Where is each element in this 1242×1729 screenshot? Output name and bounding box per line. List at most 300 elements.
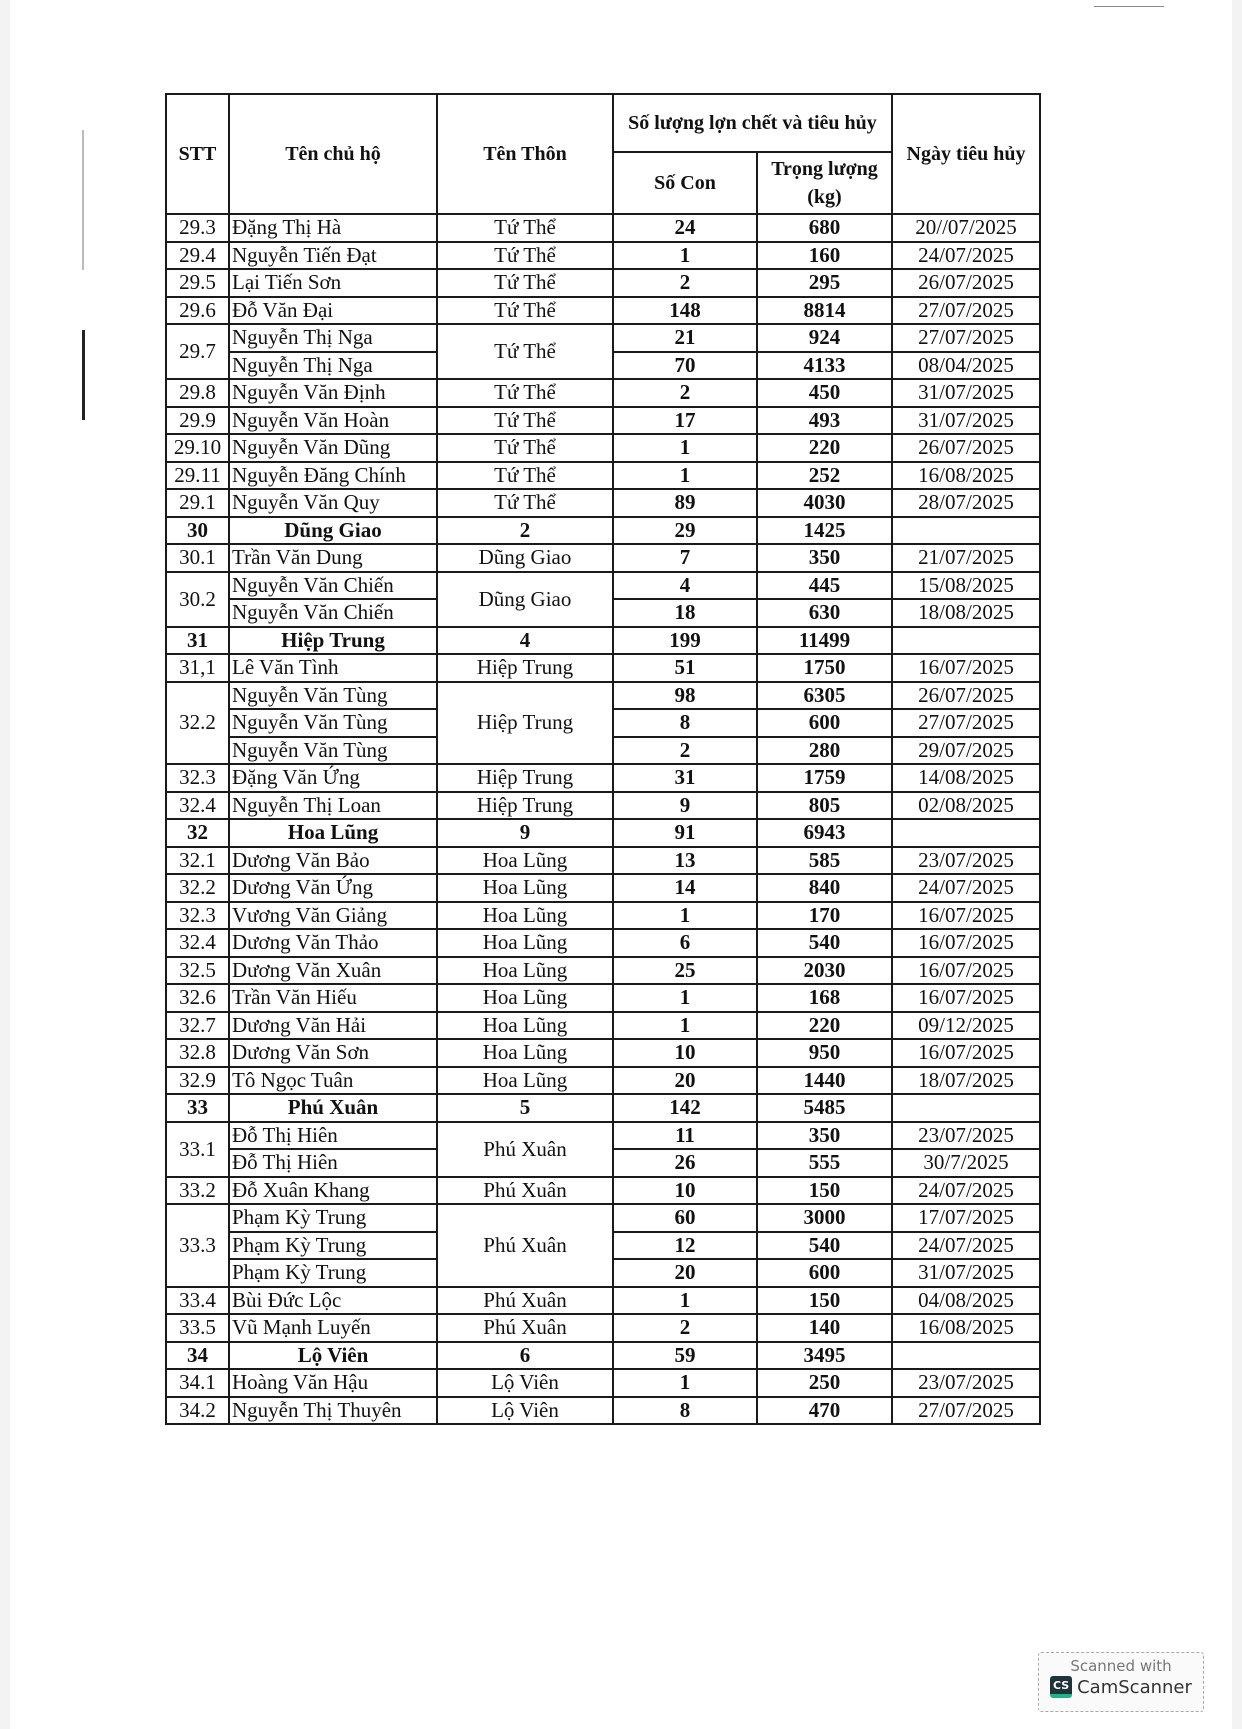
weight-cell: 450 xyxy=(757,379,892,407)
header-weight: Trọng lượng (kg) xyxy=(757,152,892,214)
date-cell: 23/07/2025 xyxy=(892,1122,1040,1150)
owner-name-cell: Nguyễn Văn Định xyxy=(229,379,437,407)
table-row xyxy=(166,1122,1040,1150)
table-row xyxy=(166,847,1040,875)
owner-name-cell: Nguyễn Văn Chiến xyxy=(229,599,437,627)
village-cell: Phú Xuân xyxy=(437,1287,613,1315)
date-cell: 26/07/2025 xyxy=(892,269,1040,297)
table-row xyxy=(166,242,1040,270)
stt-cell: 34.1 xyxy=(166,1369,229,1397)
village-cell: Phú Xuân xyxy=(437,1122,613,1177)
weight-cell: 1425 xyxy=(757,517,892,545)
date-cell: 24/07/2025 xyxy=(892,242,1040,270)
table-row xyxy=(166,1369,1040,1397)
date-cell: 08/04/2025 xyxy=(892,352,1040,380)
count-cell: 91 xyxy=(613,819,757,847)
stt-cell: 29.7 xyxy=(166,324,229,379)
weight-cell: 1440 xyxy=(757,1067,892,1095)
count-cell: 2 xyxy=(613,269,757,297)
weight-cell: 8814 xyxy=(757,297,892,325)
weight-cell: 600 xyxy=(757,709,892,737)
village-cell: Phú Xuân xyxy=(437,1314,613,1342)
owner-name-cell: Nguyễn Văn Tùng xyxy=(229,709,437,737)
table-body xyxy=(166,214,1040,1424)
owner-name-cell: Dương Văn Bảo xyxy=(229,847,437,875)
date-cell xyxy=(892,1094,1040,1122)
count-cell: 70 xyxy=(613,352,757,380)
count-cell: 29 xyxy=(613,517,757,545)
stt-cell: 33.5 xyxy=(166,1314,229,1342)
count-cell: 1 xyxy=(613,902,757,930)
village-cell: Dũng Giao xyxy=(437,572,613,627)
count-cell: 1 xyxy=(613,1287,757,1315)
table-row xyxy=(166,324,1040,352)
village-cell: Hoa Lũng xyxy=(437,984,613,1012)
weight-cell: 280 xyxy=(757,737,892,765)
header-stt: STT xyxy=(166,94,229,214)
stt-cell: 33.2 xyxy=(166,1177,229,1205)
stt-cell: 32.2 xyxy=(166,682,229,765)
date-cell xyxy=(892,1342,1040,1370)
date-cell xyxy=(892,627,1040,655)
stt-cell: 32.9 xyxy=(166,1067,229,1095)
owner-name-cell: Nguyễn Thị Loan xyxy=(229,792,437,820)
header-village: Tên Thôn xyxy=(437,94,613,214)
table-row xyxy=(166,1314,1040,1342)
owner-name-cell: Nguyễn Tiến Đạt xyxy=(229,242,437,270)
table-row xyxy=(166,984,1040,1012)
weight-cell: 1759 xyxy=(757,764,892,792)
count-cell: 31 xyxy=(613,764,757,792)
table-row xyxy=(166,682,1040,710)
table-row xyxy=(166,957,1040,985)
table-row xyxy=(166,1039,1040,1067)
weight-cell: 4133 xyxy=(757,352,892,380)
village-cell: Hoa Lũng xyxy=(437,957,613,985)
count-cell: 1 xyxy=(613,984,757,1012)
village-name-cell: Dũng Giao xyxy=(229,517,437,545)
village-summary-row xyxy=(166,1094,1040,1122)
badge-caption: Scanned with xyxy=(1070,1657,1172,1675)
stt-cell: 33.4 xyxy=(166,1287,229,1315)
village-cell: Hiệp Trung xyxy=(437,654,613,682)
scan-artifact xyxy=(82,130,84,270)
date-cell: 02/08/2025 xyxy=(892,792,1040,820)
scan-artifact xyxy=(82,330,85,420)
date-cell: 14/08/2025 xyxy=(892,764,1040,792)
weight-cell: 140 xyxy=(757,1314,892,1342)
owner-name-cell: Phạm Kỳ Trung xyxy=(229,1259,437,1287)
badge-brand: CamScanner xyxy=(1077,1676,1192,1698)
stt-cell: 32 xyxy=(166,819,229,847)
table-row xyxy=(166,1067,1040,1095)
weight-cell: 3000 xyxy=(757,1204,892,1232)
weight-cell: 600 xyxy=(757,1259,892,1287)
count-cell: 13 xyxy=(613,847,757,875)
weight-cell: 470 xyxy=(757,1397,892,1425)
weight-cell: 5485 xyxy=(757,1094,892,1122)
table-row xyxy=(166,544,1040,572)
weight-cell: 2030 xyxy=(757,957,892,985)
table-row xyxy=(166,379,1040,407)
village-summary-row xyxy=(166,517,1040,545)
village-cell: Hoa Lũng xyxy=(437,847,613,875)
header-count: Số Con xyxy=(613,152,757,214)
weight-cell: 295 xyxy=(757,269,892,297)
date-cell: 23/07/2025 xyxy=(892,847,1040,875)
owner-name-cell: Phạm Kỳ Trung xyxy=(229,1232,437,1260)
weight-cell: 1750 xyxy=(757,654,892,682)
date-cell xyxy=(892,819,1040,847)
village-cell: Hiệp Trung xyxy=(437,792,613,820)
weight-cell: 540 xyxy=(757,1232,892,1260)
count-cell: 1 xyxy=(613,242,757,270)
count-cell: 89 xyxy=(613,489,757,517)
owner-name-cell: Tô Ngọc Tuân xyxy=(229,1067,437,1095)
village-cell: Tứ Thể xyxy=(437,379,613,407)
household-count-cell: 9 xyxy=(437,819,613,847)
count-cell: 1 xyxy=(613,434,757,462)
date-cell: 18/08/2025 xyxy=(892,599,1040,627)
weight-cell: 445 xyxy=(757,572,892,600)
date-cell: 16/07/2025 xyxy=(892,902,1040,930)
date-cell: 24/07/2025 xyxy=(892,1177,1040,1205)
count-cell: 1 xyxy=(613,1369,757,1397)
table-row xyxy=(166,874,1040,902)
count-cell: 17 xyxy=(613,407,757,435)
owner-name-cell: Đỗ Thị Hiên xyxy=(229,1122,437,1150)
owner-name-cell: Đỗ Xuân Khang xyxy=(229,1177,437,1205)
owner-name-cell: Đỗ Văn Đại xyxy=(229,297,437,325)
date-cell: 16/07/2025 xyxy=(892,929,1040,957)
village-cell: Hoa Lũng xyxy=(437,1067,613,1095)
date-cell: 16/07/2025 xyxy=(892,1039,1040,1067)
table-row xyxy=(166,1287,1040,1315)
owner-name-cell: Nguyễn Thị Thuyên xyxy=(229,1397,437,1425)
weight-cell: 924 xyxy=(757,324,892,352)
weight-cell: 350 xyxy=(757,1122,892,1150)
household-count-cell: 4 xyxy=(437,627,613,655)
stt-cell: 29.11 xyxy=(166,462,229,490)
date-cell: 26/07/2025 xyxy=(892,434,1040,462)
count-cell: 10 xyxy=(613,1039,757,1067)
owner-name-cell: Hoàng Văn Hậu xyxy=(229,1369,437,1397)
date-cell: 26/07/2025 xyxy=(892,682,1040,710)
count-cell: 10 xyxy=(613,1177,757,1205)
village-cell: Tứ Thể xyxy=(437,324,613,379)
table-row xyxy=(166,462,1040,490)
owner-name-cell: Nguyễn Văn Tùng xyxy=(229,737,437,765)
count-cell: 51 xyxy=(613,654,757,682)
stt-cell: 31 xyxy=(166,627,229,655)
owner-name-cell: Trần Văn Dung xyxy=(229,544,437,572)
count-cell: 60 xyxy=(613,1204,757,1232)
date-cell xyxy=(892,517,1040,545)
stt-cell: 30 xyxy=(166,517,229,545)
owner-name-cell: Dương Văn Sơn xyxy=(229,1039,437,1067)
stt-cell: 32.4 xyxy=(166,929,229,957)
date-cell: 15/08/2025 xyxy=(892,572,1040,600)
village-cell: Hiệp Trung xyxy=(437,764,613,792)
date-cell: 16/08/2025 xyxy=(892,1314,1040,1342)
weight-cell: 3495 xyxy=(757,1342,892,1370)
date-cell: 27/07/2025 xyxy=(892,709,1040,737)
date-cell: 20//07/2025 xyxy=(892,214,1040,242)
date-cell: 27/07/2025 xyxy=(892,1397,1040,1425)
date-cell: 27/07/2025 xyxy=(892,324,1040,352)
village-cell: Tứ Thể xyxy=(437,297,613,325)
weight-cell: 950 xyxy=(757,1039,892,1067)
date-cell: 16/07/2025 xyxy=(892,984,1040,1012)
village-cell: Hoa Lũng xyxy=(437,1039,613,1067)
stt-cell: 32.8 xyxy=(166,1039,229,1067)
stt-cell: 29.1 xyxy=(166,489,229,517)
stt-cell: 33.3 xyxy=(166,1204,229,1287)
count-cell: 25 xyxy=(613,957,757,985)
weight-cell: 252 xyxy=(757,462,892,490)
weight-cell: 250 xyxy=(757,1369,892,1397)
count-cell: 14 xyxy=(613,874,757,902)
owner-name-cell: Bùi Đức Lộc xyxy=(229,1287,437,1315)
header-owner: Tên chủ hộ xyxy=(229,94,437,214)
count-cell: 12 xyxy=(613,1232,757,1260)
count-cell: 20 xyxy=(613,1067,757,1095)
village-name-cell: Phú Xuân xyxy=(229,1094,437,1122)
stt-cell: 32.6 xyxy=(166,984,229,1012)
date-cell: 24/07/2025 xyxy=(892,874,1040,902)
header-quantity-group: Số lượng lợn chết và tiêu hủy xyxy=(613,94,892,152)
stt-cell: 32.3 xyxy=(166,764,229,792)
count-cell: 1 xyxy=(613,462,757,490)
weight-cell: 540 xyxy=(757,929,892,957)
stt-cell: 29.5 xyxy=(166,269,229,297)
owner-name-cell: Nguyễn Văn Chiến xyxy=(229,572,437,600)
weight-cell: 805 xyxy=(757,792,892,820)
stt-cell: 29.9 xyxy=(166,407,229,435)
village-cell: Hoa Lũng xyxy=(437,1012,613,1040)
stt-cell: 32.5 xyxy=(166,957,229,985)
village-cell: Tứ Thể xyxy=(437,407,613,435)
village-summary-row xyxy=(166,627,1040,655)
table-row xyxy=(166,572,1040,600)
weight-cell: 220 xyxy=(757,1012,892,1040)
weight-cell: 350 xyxy=(757,544,892,572)
stt-cell: 29.3 xyxy=(166,214,229,242)
table-row xyxy=(166,929,1040,957)
weight-cell: 840 xyxy=(757,874,892,902)
date-cell: 09/12/2025 xyxy=(892,1012,1040,1040)
count-cell: 8 xyxy=(613,709,757,737)
date-cell: 31/07/2025 xyxy=(892,1259,1040,1287)
village-cell: Tứ Thể xyxy=(437,489,613,517)
date-cell: 31/07/2025 xyxy=(892,407,1040,435)
owner-name-cell: Nguyễn Văn Quy xyxy=(229,489,437,517)
count-cell: 2 xyxy=(613,379,757,407)
table-row xyxy=(166,269,1040,297)
owner-name-cell: Phạm Kỳ Trung xyxy=(229,1204,437,1232)
header-date: Ngày tiêu hủy xyxy=(892,94,1040,214)
village-cell: Hoa Lũng xyxy=(437,902,613,930)
scan-artifact xyxy=(1094,6,1164,7)
table-row xyxy=(166,1204,1040,1232)
weight-cell: 168 xyxy=(757,984,892,1012)
stt-cell: 30.1 xyxy=(166,544,229,572)
stt-cell: 30.2 xyxy=(166,572,229,627)
household-count-cell: 2 xyxy=(437,517,613,545)
weight-cell: 630 xyxy=(757,599,892,627)
owner-name-cell: Đặng Thị Hà xyxy=(229,214,437,242)
table-row xyxy=(166,407,1040,435)
weight-cell: 11499 xyxy=(757,627,892,655)
stt-cell: 29.4 xyxy=(166,242,229,270)
village-summary-row xyxy=(166,1342,1040,1370)
village-name-cell: Hoa Lũng xyxy=(229,819,437,847)
table-row xyxy=(166,902,1040,930)
owner-name-cell: Dương Văn Hải xyxy=(229,1012,437,1040)
owner-name-cell: Dương Văn Ứng xyxy=(229,874,437,902)
date-cell: 28/07/2025 xyxy=(892,489,1040,517)
village-summary-row xyxy=(166,819,1040,847)
stt-cell: 32.4 xyxy=(166,792,229,820)
date-cell: 16/07/2025 xyxy=(892,654,1040,682)
count-cell: 18 xyxy=(613,599,757,627)
owner-name-cell: Lê Văn Tình xyxy=(229,654,437,682)
table-row xyxy=(166,1177,1040,1205)
stt-cell: 32.7 xyxy=(166,1012,229,1040)
weight-cell: 680 xyxy=(757,214,892,242)
owner-name-cell: Trần Văn Hiếu xyxy=(229,984,437,1012)
weight-cell: 150 xyxy=(757,1287,892,1315)
count-cell: 4 xyxy=(613,572,757,600)
stt-cell: 33 xyxy=(166,1094,229,1122)
household-count-cell: 6 xyxy=(437,1342,613,1370)
village-cell: Phú Xuân xyxy=(437,1204,613,1287)
date-cell: 21/07/2025 xyxy=(892,544,1040,572)
village-name-cell: Hiệp Trung xyxy=(229,627,437,655)
count-cell: 6 xyxy=(613,929,757,957)
date-cell: 30/7/2025 xyxy=(892,1149,1040,1177)
owner-name-cell: Nguyễn Đăng Chính xyxy=(229,462,437,490)
date-cell: 18/07/2025 xyxy=(892,1067,1040,1095)
weight-cell: 220 xyxy=(757,434,892,462)
date-cell: 17/07/2025 xyxy=(892,1204,1040,1232)
date-cell: 04/08/2025 xyxy=(892,1287,1040,1315)
weight-cell: 585 xyxy=(757,847,892,875)
village-name-cell: Lộ Viên xyxy=(229,1342,437,1370)
date-cell: 16/08/2025 xyxy=(892,462,1040,490)
stt-cell: 29.8 xyxy=(166,379,229,407)
weight-cell: 150 xyxy=(757,1177,892,1205)
household-count-cell: 5 xyxy=(437,1094,613,1122)
village-cell: Tứ Thể xyxy=(437,269,613,297)
count-cell: 7 xyxy=(613,544,757,572)
date-cell: 29/07/2025 xyxy=(892,737,1040,765)
owner-name-cell: Lại Tiến Sơn xyxy=(229,269,437,297)
pig-disposal-table xyxy=(165,93,1041,1425)
table-row xyxy=(166,792,1040,820)
count-cell: 199 xyxy=(613,627,757,655)
owner-name-cell: Nguyễn Văn Dũng xyxy=(229,434,437,462)
owner-name-cell: Nguyễn Văn Hoàn xyxy=(229,407,437,435)
table-row xyxy=(166,764,1040,792)
stt-cell: 32.2 xyxy=(166,874,229,902)
table-row xyxy=(166,489,1040,517)
table-row xyxy=(166,1012,1040,1040)
count-cell: 9 xyxy=(613,792,757,820)
table-row xyxy=(166,434,1040,462)
date-cell: 27/07/2025 xyxy=(892,297,1040,325)
count-cell: 11 xyxy=(613,1122,757,1150)
camscanner-logo-icon: CS xyxy=(1050,1676,1072,1698)
count-cell: 1 xyxy=(613,1012,757,1040)
owner-name-cell: Đỗ Thị Hiên xyxy=(229,1149,437,1177)
owner-name-cell: Nguyễn Thị Nga xyxy=(229,324,437,352)
village-cell: Phú Xuân xyxy=(437,1177,613,1205)
table-row xyxy=(166,214,1040,242)
table-row xyxy=(166,1397,1040,1425)
date-cell: 24/07/2025 xyxy=(892,1232,1040,1260)
count-cell: 59 xyxy=(613,1342,757,1370)
stt-cell: 31,1 xyxy=(166,654,229,682)
stt-cell: 34.2 xyxy=(166,1397,229,1425)
date-cell: 16/07/2025 xyxy=(892,957,1040,985)
date-cell: 23/07/2025 xyxy=(892,1369,1040,1397)
owner-name-cell: Vương Văn Giảng xyxy=(229,902,437,930)
count-cell: 148 xyxy=(613,297,757,325)
village-cell: Hiệp Trung xyxy=(437,682,613,765)
count-cell: 20 xyxy=(613,1259,757,1287)
owner-name-cell: Đặng Văn Ứng xyxy=(229,764,437,792)
camscanner-badge xyxy=(1038,1652,1204,1712)
village-cell: Tứ Thể xyxy=(437,214,613,242)
owner-name-cell: Nguyễn Thị Nga xyxy=(229,352,437,380)
weight-cell: 493 xyxy=(757,407,892,435)
village-cell: Tứ Thể xyxy=(437,434,613,462)
count-cell: 98 xyxy=(613,682,757,710)
owner-name-cell: Vũ Mạnh Luyến xyxy=(229,1314,437,1342)
table-row xyxy=(166,654,1040,682)
village-cell: Hoa Lũng xyxy=(437,874,613,902)
village-cell: Hoa Lũng xyxy=(437,929,613,957)
date-cell: 31/07/2025 xyxy=(892,379,1040,407)
weight-cell: 160 xyxy=(757,242,892,270)
weight-cell: 6305 xyxy=(757,682,892,710)
count-cell: 8 xyxy=(613,1397,757,1425)
count-cell: 26 xyxy=(613,1149,757,1177)
weight-cell: 4030 xyxy=(757,489,892,517)
count-cell: 2 xyxy=(613,737,757,765)
village-cell: Lộ Viên xyxy=(437,1397,613,1425)
table-row xyxy=(166,297,1040,325)
village-cell: Tứ Thể xyxy=(437,242,613,270)
count-cell: 24 xyxy=(613,214,757,242)
stt-cell: 29.6 xyxy=(166,297,229,325)
owner-name-cell: Dương Văn Thảo xyxy=(229,929,437,957)
count-cell: 21 xyxy=(613,324,757,352)
stt-cell: 33.1 xyxy=(166,1122,229,1177)
weight-cell: 170 xyxy=(757,902,892,930)
stt-cell: 32.1 xyxy=(166,847,229,875)
stt-cell: 32.3 xyxy=(166,902,229,930)
owner-name-cell: Nguyễn Văn Tùng xyxy=(229,682,437,710)
owner-name-cell: Dương Văn Xuân xyxy=(229,957,437,985)
weight-cell: 6943 xyxy=(757,819,892,847)
count-cell: 2 xyxy=(613,1314,757,1342)
weight-cell: 555 xyxy=(757,1149,892,1177)
count-cell: 142 xyxy=(613,1094,757,1122)
village-cell: Tứ Thể xyxy=(437,462,613,490)
stt-cell: 29.10 xyxy=(166,434,229,462)
